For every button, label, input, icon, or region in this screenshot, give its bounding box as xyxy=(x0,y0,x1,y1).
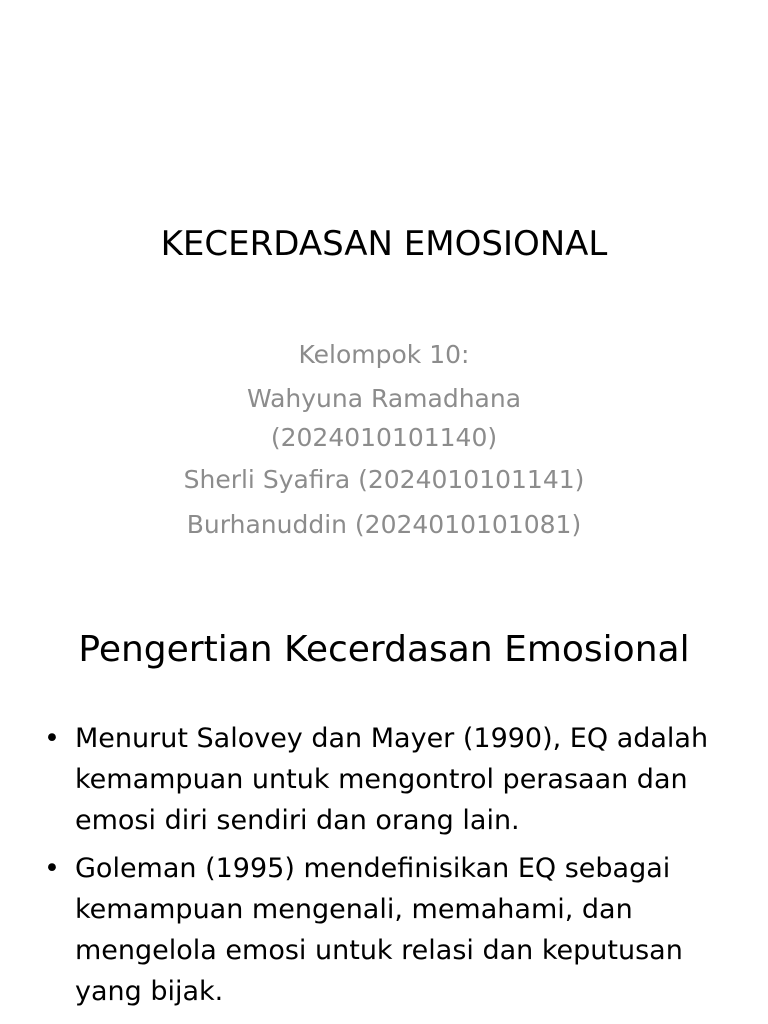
slide-subtitle xyxy=(0,334,768,545)
bullet-text-line: mengelola emosi untuk relasi dan keputusan xyxy=(75,935,683,966)
bullet-list xyxy=(44,718,734,1019)
subtitle-member: Burhanuddin (2024010101081) xyxy=(186,510,582,539)
bullet-icon: • xyxy=(44,853,60,884)
bullet-text-line: Goleman (1995) mendefinisikan EQ sebagai xyxy=(75,853,671,884)
bullet-text-line: yang bijak. xyxy=(75,976,224,1007)
subtitle-member-name: Wahyuna Ramadhana xyxy=(246,384,522,413)
section-heading: Pengertian Kecerdasan Emosional xyxy=(78,629,690,670)
bullet-icon: • xyxy=(44,723,60,754)
bullet-text-line: Menurut Salovey dan Mayer (1990), EQ adalah xyxy=(75,723,709,754)
bullet-text-line: emosi diri sendiri dan orang lain. xyxy=(75,805,520,836)
bullet-text-line: kemampuan untuk mengontrol perasaan dan xyxy=(75,764,688,795)
subtitle-member: Sherli Syafira (2024010101141) xyxy=(183,465,585,494)
subtitle-member-id: (2024010101140) xyxy=(270,423,498,452)
subtitle-group-label: Kelompok 10: xyxy=(298,340,470,369)
slide-title: KECERDASAN EMOSIONAL xyxy=(160,224,608,264)
bullet-item xyxy=(44,848,734,1012)
bullet-text-line: kemampuan mengenali, memahami, dan xyxy=(75,894,633,925)
bullet-item xyxy=(44,718,734,841)
